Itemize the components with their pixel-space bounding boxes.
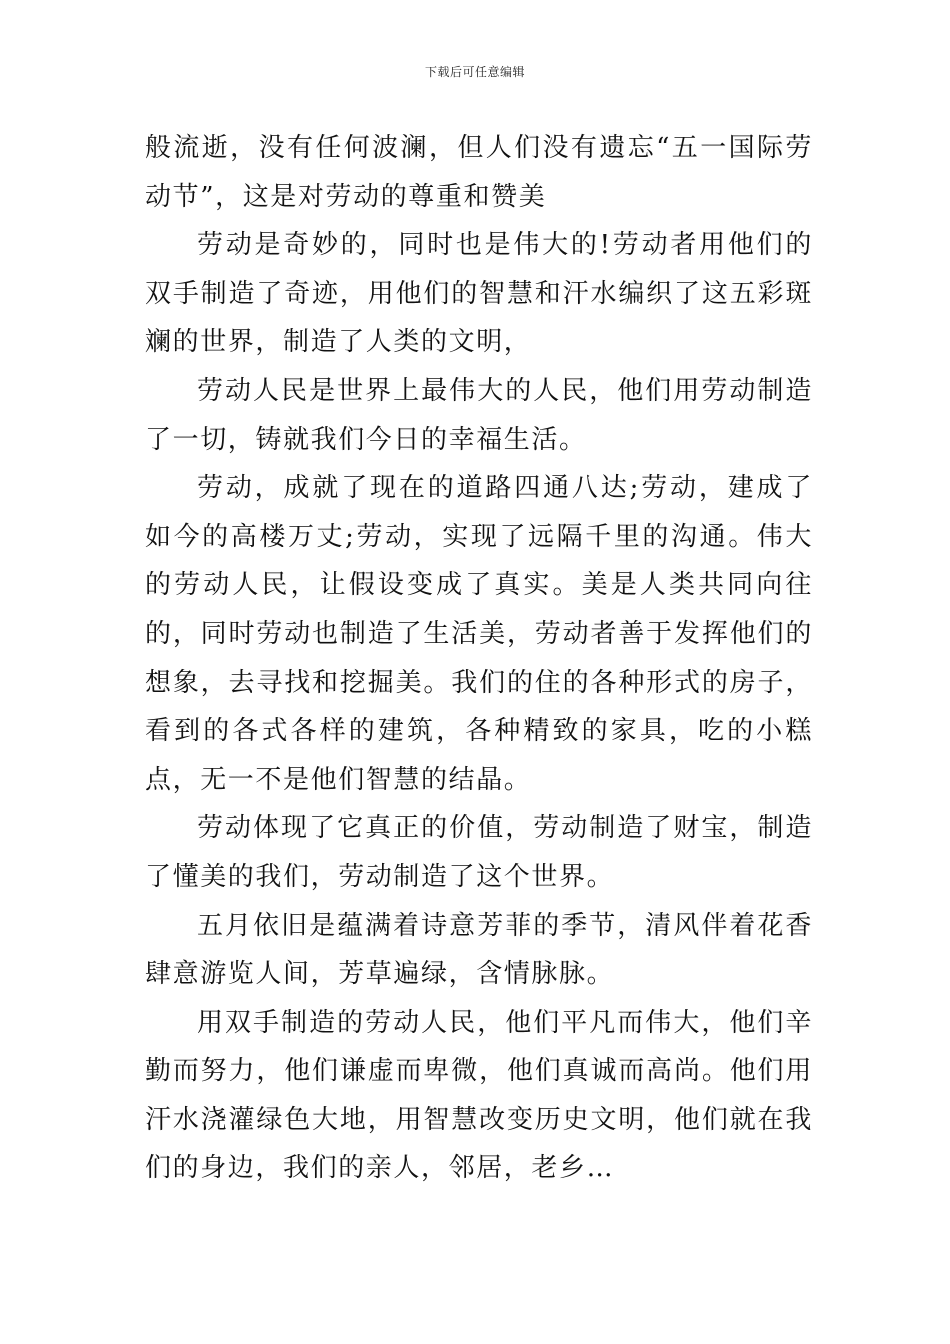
paragraph: 用双手制造的劳动人民，他们平凡而伟大，他们辛勤而努力，他们谦虚而卑微，他们真诚而高尚。他们用汗水浇灌绿色大地，用智慧改变历史文明，他们就在我们的身边，我们的亲人，邻居，老乡… bbox=[145, 1007, 813, 1184]
document-body bbox=[145, 124, 813, 1193]
page-header: 下载后可任意编辑 bbox=[424, 65, 525, 79]
paragraph: 五月依旧是蕴满着诗意芳菲的季节，清风伴着花香肆意游览人间，芳草遍绿，含情脉脉。 bbox=[145, 910, 813, 990]
paragraph: 劳动是奇妙的，同时也是伟大的!劳动者用他们的双手制造了奇迹，用他们的智慧和汗水编织了这五彩斑斓的世界，制造了人类的文明， bbox=[145, 230, 813, 358]
paragraph: 劳动体现了它真正的价值，劳动制造了财宝，制造了懂美的我们，劳动制造了这个世界。 bbox=[145, 813, 813, 892]
paragraph: 劳动人民是世界上最伟大的人民，他们用劳动制造了一切，铸就我们今日的幸福生活。 bbox=[145, 375, 813, 455]
paragraph: 般流逝，没有任何波澜，但人们没有遗忘“五一国际劳动节”，这是对劳动的尊重和赞美 bbox=[145, 133, 813, 212]
paragraph: 劳动，成就了现在的道路四通八达;劳动，建成了如今的高楼万丈;劳动，实现了远隔千里的沟通。伟大的劳动人民，让假设变成了真实。美是人类共同向往的，同时劳动也制造了生活美，劳动者善于发挥他们的想象，去寻找和挖掘美。我们的住的各种形式的房子，看到的各式各样的建筑，各种精致的家具，吃的小糕点，无一不是他们智慧的结晶。 bbox=[145, 473, 813, 795]
